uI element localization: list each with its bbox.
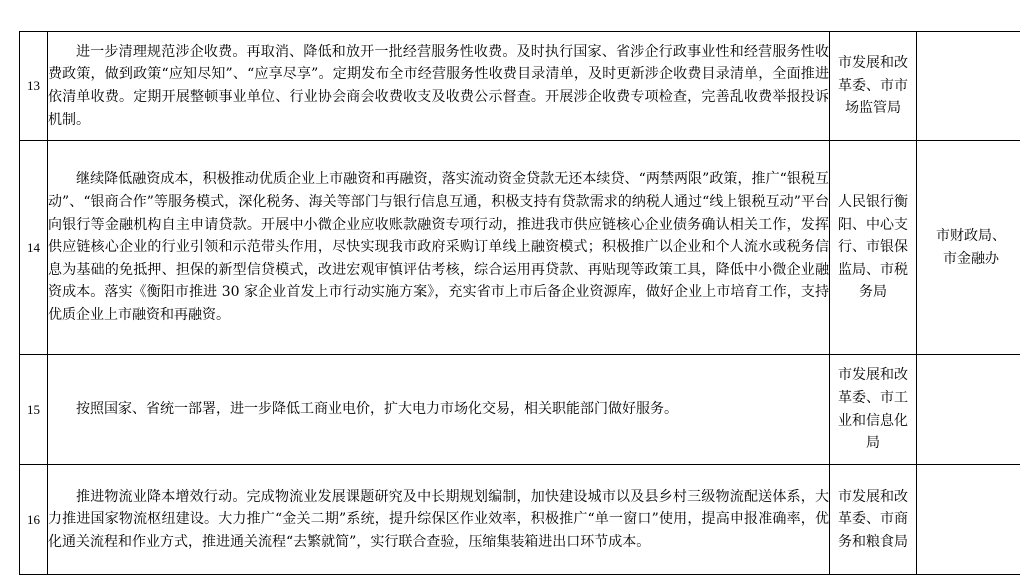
lead-department-line: 革委、市市 [838, 77, 908, 94]
table-row [20, 355, 1020, 465]
lead-department-line: 革委、市工 [838, 389, 908, 406]
lead-department [830, 141, 917, 355]
lead-department-line: 场监管局 [845, 100, 901, 117]
lead-department [830, 355, 917, 465]
row-content: 推进物流业降本增效行动。完成物流业发展课题研究及中长期规划编制，加快建设城市以及县乡村三级物流配送体系，大力推进国家物流枢纽建设。大力推广“金关二期”系统，提升综保区作业效率，积极推广“单一窗口”使用，提高申报准确率，优化通关流程和作业方式，推进通关流程“去繁就简”，实行联合查验，压缩集装箱进出口环节成本。 [48, 465, 830, 575]
table-row [20, 465, 1020, 575]
lead-department-line: 局 [866, 435, 880, 452]
lead-department-line: 革委、市商 [838, 511, 908, 528]
cooperating-department [917, 465, 1020, 575]
row-number: 14 [20, 141, 48, 355]
lead-department [830, 32, 917, 141]
cooperating-department [917, 355, 1020, 465]
cooperating-department-line: 市财政局、 [936, 227, 1006, 244]
row-number: 16 [20, 465, 48, 575]
lead-department-line: 市发展和改 [838, 367, 908, 384]
lead-department-line: 市发展和改 [838, 488, 908, 505]
row-content: 进一步清理规范涉企收费。再取消、降低和放开一批经营服务性收费。及时执行国家、省涉企行政事业性和经营服务性收费政策，做到政策“应知尽知”、“应享尽享”。定期发布全市经营服务性收费目录清单，及时更新涉企收费目录清单，全面推进依清单收费。定期开展整顿事业单位、行业协会商会收费收支及收费公示督查。开展涉企收费专项检查，完善乱收费举报投诉机制。 [48, 32, 830, 141]
table-row [20, 32, 1020, 141]
row-number: 13 [20, 32, 48, 141]
lead-department-line: 行、市银保 [838, 239, 908, 256]
lead-department-line: 市发展和改 [838, 55, 908, 72]
lead-department-line: 人民银行衡 [838, 194, 908, 211]
lead-department-line: 务和粮食局 [838, 533, 908, 550]
row-content: 按照国家、省统一部署，进一步降低工商业电价，扩大电力市场化交易，相关职能部门做好服务。 [48, 355, 830, 465]
lead-department [830, 465, 917, 575]
lead-department-line: 务局 [859, 284, 887, 301]
row-content: 继续降低融资成本，积极推动优质企业上市融资和再融资，落实流动资金贷款无还本续贷、“两禁两限”政策，推广“银税互动”、“银商合作”等服务模式，深化税务、海关等部门与银行信息互通，积极支持有贷款需求的纳税人通过“线上银税互动”平台向银行等金融机构自主申请贷款。开展中小微企业应收账款融资专项行动，推进我市供应链核心企业债务确认相关工作，发挥供应链核心企业的行业引领和示范带头作用，尽快实现我市政府采购订单线上融资模式；积极推广以企业和个人流水或税务信息为基础的免抵押、担保的新型信贷模式，改进宏观审慎评估考核，综合运用再贷款、再贴现等政策工具，降低中小微企业融资成本。落实《衡阳市推进 30 家企业首发上市行动实施方案》，充实省市上市后备企业资源库，做好企业上市培育工作，支持优质企业上市融资和再融资。 [48, 141, 830, 355]
cooperating-department [917, 141, 1020, 355]
cooperating-department [917, 32, 1020, 141]
table-row [20, 141, 1020, 355]
lead-department-line: 业和信息化 [838, 412, 908, 429]
row-number: 15 [20, 355, 48, 465]
policy-table [19, 31, 1020, 575]
lead-department-line: 阳、中心支 [838, 216, 908, 233]
cooperating-department-line: 市金融办 [943, 250, 999, 267]
lead-department-line: 监局、市税 [838, 261, 908, 278]
